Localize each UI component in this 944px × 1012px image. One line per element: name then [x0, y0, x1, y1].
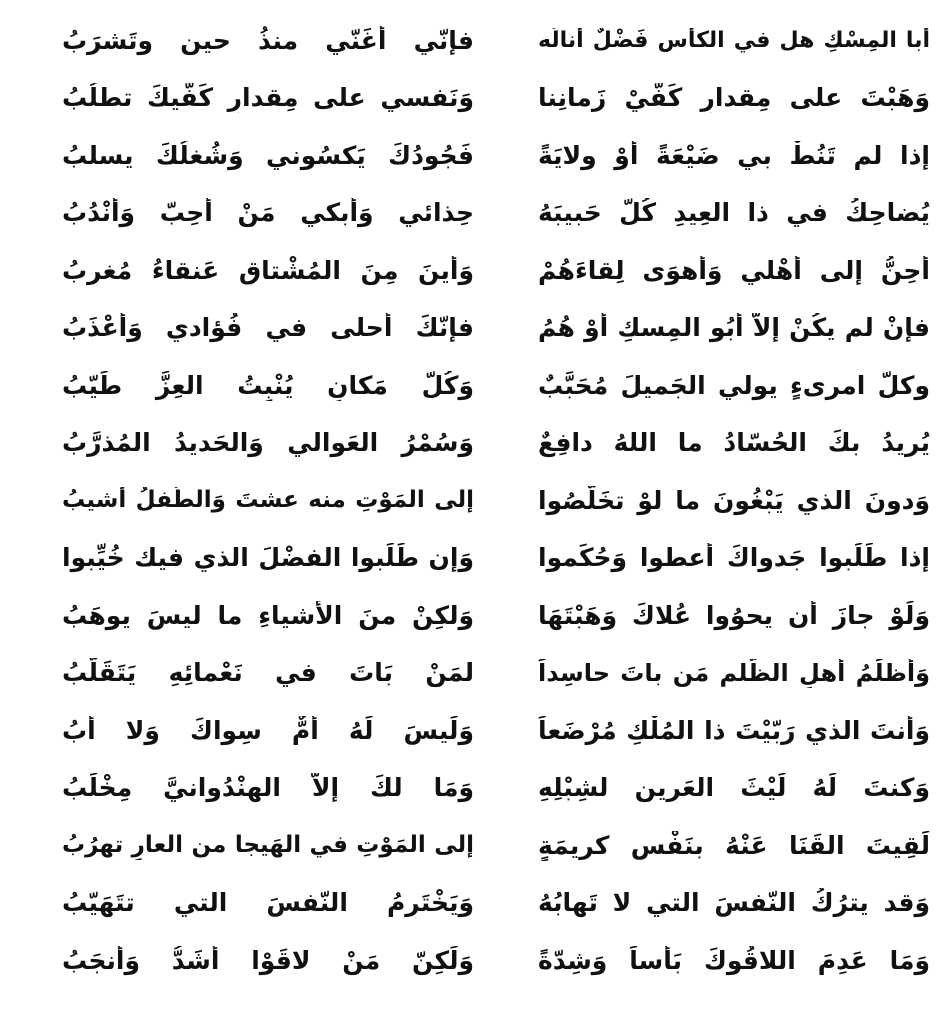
- verse-row: [0, 242, 944, 300]
- second-hemistich: وَمَا لكَ إلاّ الهِنْدُوانيَّ مِخْلَبُ: [62, 773, 474, 803]
- second-hemistich: وَلَكِنّ مَنْ لاقَوْا أشَدُّ وَأنجَبُ: [62, 945, 474, 975]
- second-hemistich: إلى المَوْتِ منه عشتَ وَالطّفلُ أشيبُ: [62, 486, 474, 513]
- verse-row: [0, 587, 944, 645]
- verse-row: [0, 530, 944, 588]
- first-hemistich: وَكنتَ لَهُ لَيْثَ العَرِينِ لشِبْلِهِ: [538, 773, 930, 803]
- second-hemistich: إلى المَوْتِ في الهَيجا من العارِ تهرُبُ: [62, 831, 474, 858]
- first-hemistich: فإنْ لم يكُنْ إلاّ أبُو المِسكِ أوْ هُمُ: [538, 313, 930, 343]
- second-hemistich: وَكُلُّ مَكانٍ يُنْبِتُ العِزَّ طَيّبُ: [62, 370, 474, 400]
- verse-row: [0, 300, 944, 358]
- second-hemistich: وَلَيسَ لَهُ أُمٌّ سِواكَ وَلا أبُ: [62, 715, 474, 745]
- first-hemistich: وَلَوْ جازَ أن يحوُوا عُلاكَ وَهَبْتَهَا: [538, 600, 930, 630]
- second-hemistich: وَأينَ مِنَ المُشْتاقِ عَنقاءُ مُغرِبُ: [62, 255, 474, 285]
- second-hemistich: وَنَفسي على مِقدارِ كَفّيكَ تطلُبُ: [62, 83, 474, 113]
- first-hemistich: وَقد يترُكُ النّفسَ التي لا تَهابُهُ: [538, 888, 930, 918]
- verse-row: [0, 185, 944, 243]
- first-hemistich: وَأنتَ الذي رَبّيْتَ ذا المُلْكِ مُرْضَعاً: [538, 715, 930, 745]
- second-hemistich: فإنّي أُغَنّي منذُ حينٍ وتَشرَبُ: [62, 25, 474, 55]
- first-hemistich: أبا المِسْكِ هل في الكأسِ فَضْلٌ أنالُه: [538, 27, 930, 53]
- first-hemistich: وَدونَ الذي يَبْغُونَ ما لوْ تخَلّصُوا: [538, 485, 930, 515]
- second-hemistich: وَيَخْتَرِمُ النّفسَ التي تتَهَيّبُ: [62, 888, 474, 918]
- poem-text: [0, 12, 944, 990]
- verse-row: [0, 932, 944, 990]
- second-hemistich: وَسُمْرُ العَوالي وَالحَديدُ المُذرَّبُ: [62, 428, 474, 458]
- first-hemistich: يُضاحِكُ في ذا العِيدِ كُلٌّ حَبيبَهُ: [538, 198, 930, 228]
- verse-row: [0, 472, 944, 530]
- first-hemistich: وَأظلَمُ أهلِ الظّلمِ مَن باتَ حاسِداً: [538, 658, 930, 687]
- verse-row: [0, 817, 944, 875]
- second-hemistich: حِذائي وَأبكي مَنْ أُحِبّ وَأنْدُبُ: [62, 198, 474, 228]
- first-hemistich: أحِنُّ إلى أهْلي وَأهوَى لِقاءَهُمْ: [538, 255, 930, 285]
- verse-row: [0, 645, 944, 703]
- verse-row: [0, 415, 944, 473]
- second-hemistich: فإنّكَ أحلى في فُؤادي وَأعْذَبُ: [62, 313, 474, 343]
- verse-row: [0, 702, 944, 760]
- verse-row: [0, 357, 944, 415]
- second-hemistich: وَلكِنْ منَ الأشياءِ ما ليسَ يوهَبُ: [62, 600, 474, 630]
- verse-row: [0, 875, 944, 933]
- verse-row: [0, 12, 944, 70]
- second-hemistich: فَجُودُكَ يَكسُوني وَشُغلُكَ يسلبُ: [62, 140, 474, 170]
- first-hemistich: وكلُّ امرىءٍ يولي الجَميلَ مُحَبَّبٌ: [538, 370, 930, 400]
- first-hemistich: وَمَا عَدِمَ اللاقُوكَ بَأساً وَشِدّةً: [538, 945, 930, 975]
- verse-row: [0, 70, 944, 128]
- first-hemistich: يُريدُ بكَ الحُسّادُ ما اللهُ دافِعٌ: [538, 428, 930, 458]
- first-hemistich: وَهَبْتَ على مِقدارِ كَفّيْ زَمانِنا: [538, 83, 930, 113]
- second-hemistich: وَإن طَلَبوا الفضْلَ الذي فيك خُيِّبوا: [62, 543, 474, 573]
- first-hemistich: إذا طَلَبوا جَدواكَ أُعطوا وَحُكِّموا: [538, 543, 930, 573]
- verse-row: [0, 760, 944, 818]
- verse-row: [0, 127, 944, 185]
- first-hemistich: إذا لم تَنُطْ بي ضَيْعَةً أوْ وِلايَةً: [538, 140, 930, 170]
- first-hemistich: لَقِيتَ القَنَا عَنْهُ بنَفْسٍ كريمَةٍ: [538, 830, 930, 860]
- second-hemistich: لمَنْ بَاتَ في نَعْمائِهِ يَتَقَلّبُ: [62, 658, 474, 688]
